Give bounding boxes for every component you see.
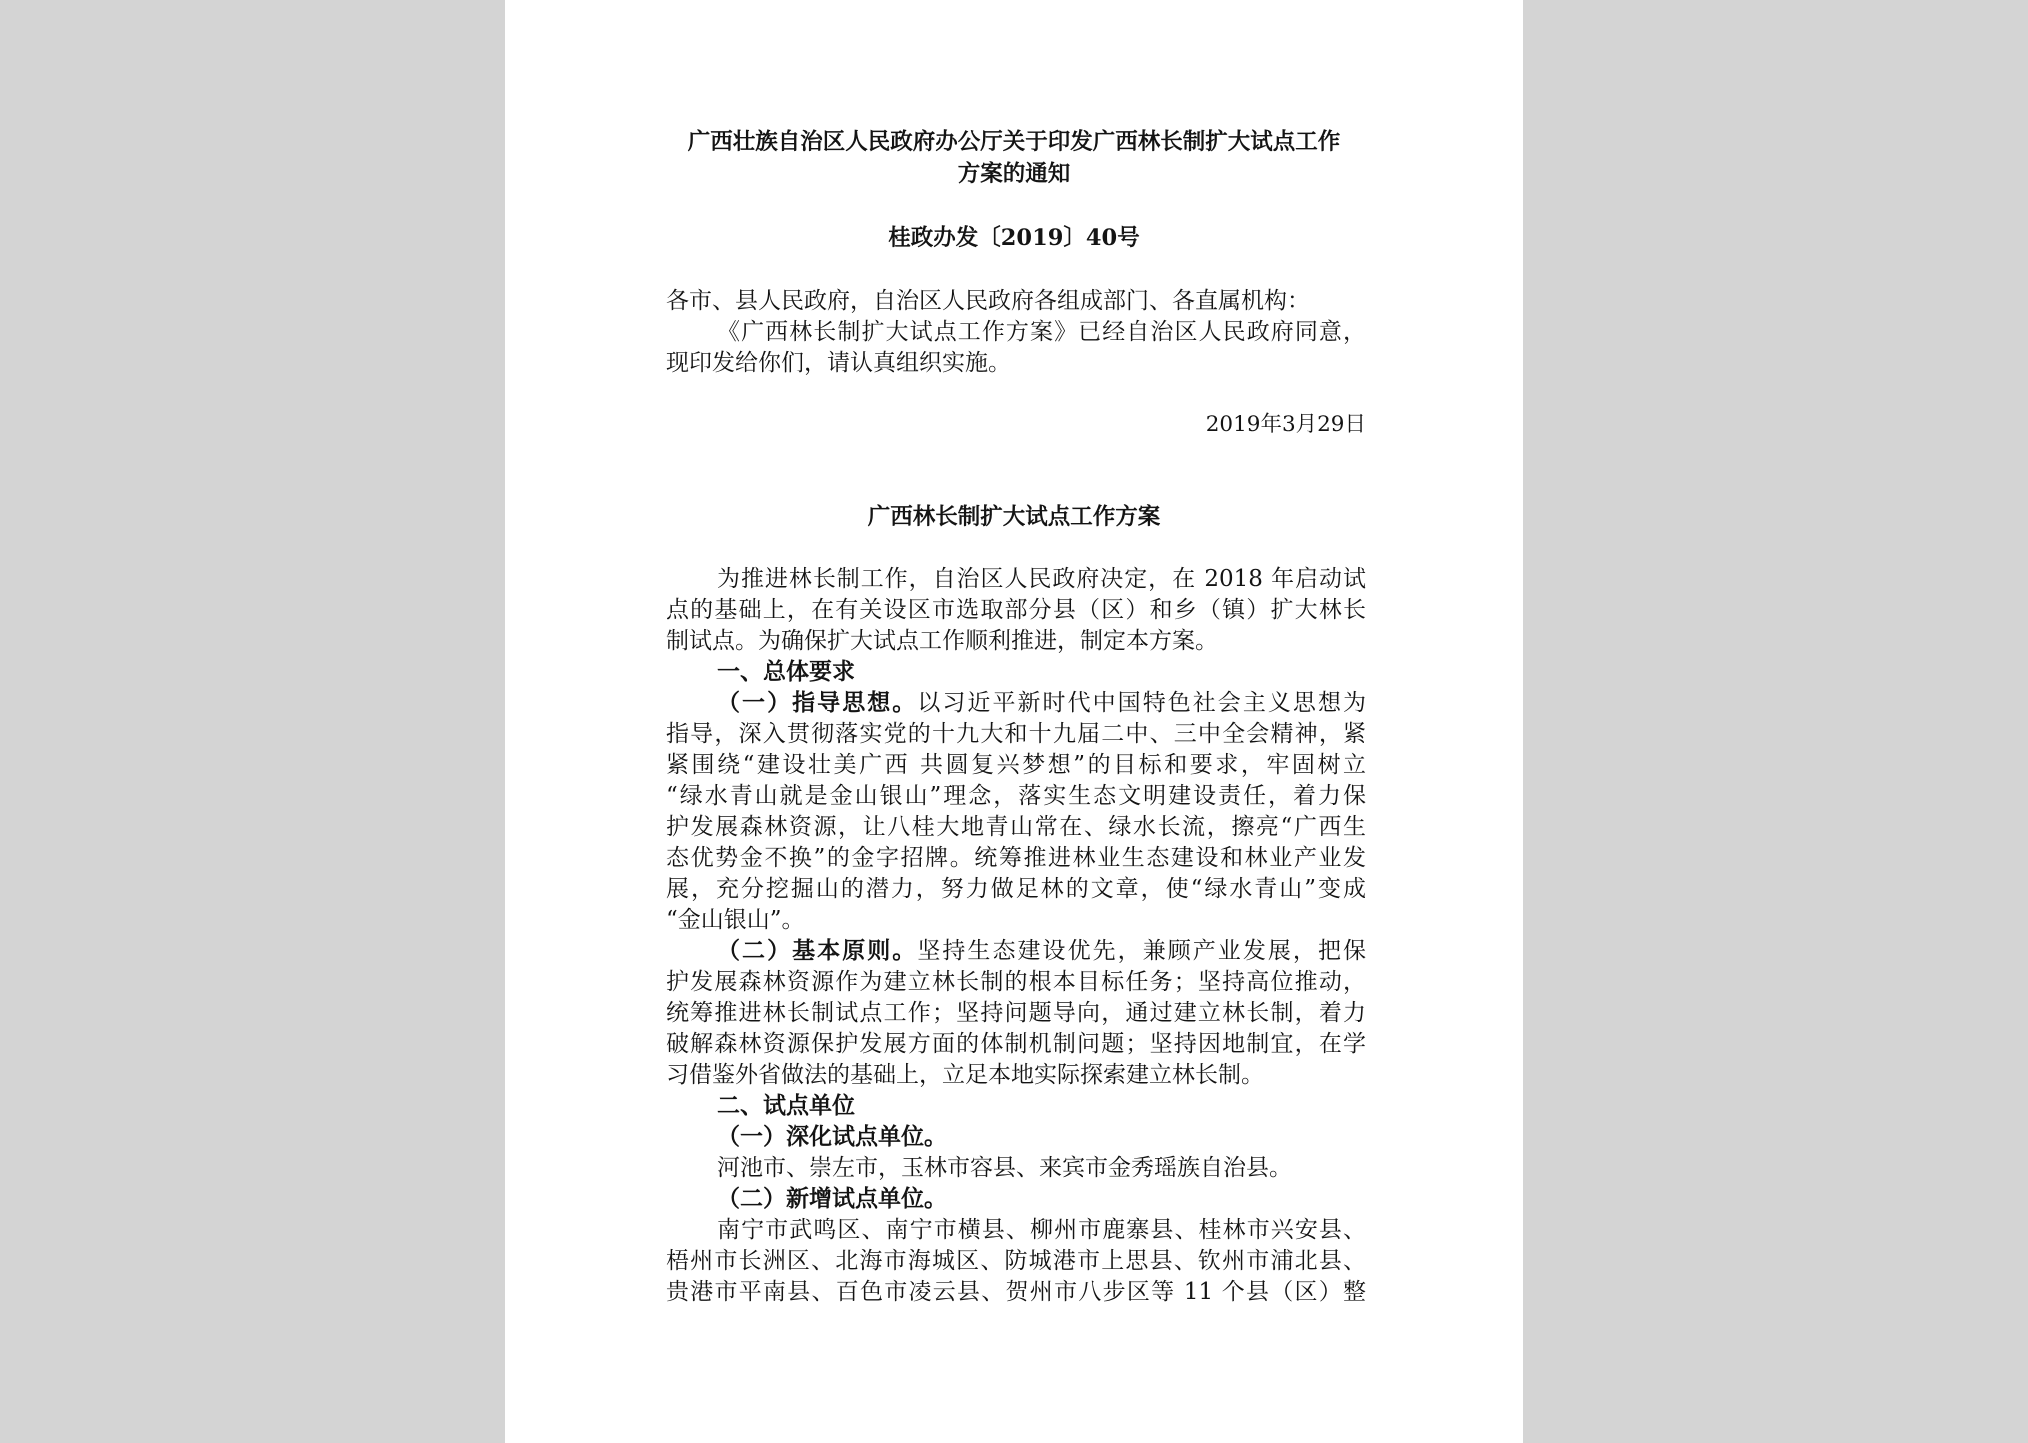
s1-2-line5: 习借鉴外省做法的基础上，立足本地实际探索建立林长制。 — [666, 1062, 1264, 1088]
document-title-line1: 广西壮族自治区人民政府办公厅关于印发广西林长制扩大试点工作 — [687, 129, 1341, 155]
s1-2-line4: 破解森林资源保护发展方面的体制机制问题；坚持因地制宜，在学 — [666, 1031, 1366, 1057]
document-number: 桂政办发〔2019〕40号 — [888, 225, 1140, 251]
notice-text-line1: 《广西林长制扩大试点工作方案》已经自治区人民政府同意， — [717, 319, 1366, 345]
section2-heading: 二、试点单位 — [717, 1092, 855, 1119]
s1-1-line3: 紧围绕“建设壮美广西 共圆复兴梦想”的目标和要求，牢固树立 — [666, 752, 1366, 778]
s1-2-line2: 护发展森林资源作为建立林长制的根本目标任务；坚持高位推动， — [666, 969, 1366, 995]
s1-1-heading: （一）指导思想。 — [717, 689, 918, 716]
document-page — [505, 0, 1523, 1443]
s1-1-line1-text: 以习近平新时代中国特色社会主义思想为 — [917, 690, 1367, 716]
s2-1-heading: （一）深化试点单位。 — [717, 1123, 947, 1150]
s1-2-heading: （二）基本原则。 — [717, 937, 918, 964]
s2-2-line2: 梧州市长洲区、北海市海城区、防城港市上思县、钦州市浦北县、 — [666, 1248, 1366, 1274]
s2-2-line1: 南宁市武鸣区、南宁市横县、柳州市鹿寨县、桂林市兴安县、 — [717, 1217, 1366, 1243]
s1-2-line3: 统筹推进林长制试点工作；坚持问题导向，通过建立林长制，着力 — [666, 1000, 1366, 1026]
notice-text-line2: 现印发给你们，请认真组织实施。 — [666, 350, 1011, 376]
plan-title: 广西林长制扩大试点工作方案 — [867, 504, 1161, 530]
s1-2-line1 — [717, 932, 1366, 965]
s1-1-line7: 展，充分挖掘山的潜力，努力做足林的文章，使“绿水青山”变成 — [666, 876, 1366, 902]
s1-2-line1-text: 坚持生态建设优先，兼顾产业发展，把保 — [917, 938, 1367, 964]
addressee: 各市、县人民政府，自治区人民政府各组成部门、各直属机构： — [666, 288, 1310, 314]
s1-1-line1 — [717, 684, 1366, 717]
intro-line1: 为推进林长制工作，自治区人民政府决定，在 2018 年启动试 — [717, 566, 1366, 592]
s1-1-line2: 指导，深入贯彻落实党的十九大和十九届二中、三中全会精神，紧 — [666, 721, 1366, 747]
s2-2-heading: （二）新增试点单位。 — [717, 1185, 947, 1212]
s1-1-line5: 护发展森林资源，让八桂大地青山常在、绿水长流，擦亮“广西生 — [666, 814, 1366, 840]
s2-2-line3: 贵港市平南县、百色市凌云县、贺州市八步区等 11 个县（区）整 — [666, 1279, 1366, 1305]
s2-1-text: 河池市、崇左市，玉林市容县、来宾市金秀瑶族自治县。 — [717, 1155, 1292, 1181]
intro-line3: 制试点。为确保扩大试点工作顺利推进，制定本方案。 — [666, 628, 1218, 654]
issue-date: 2019年3月29日 — [1205, 412, 1366, 437]
s1-1-line8: “金山银山”。 — [666, 907, 805, 933]
section1-heading: 一、总体要求 — [717, 658, 855, 685]
intro-line2: 点的基础上，在有关设区市选取部分县（区）和乡（镇）扩大林长 — [666, 597, 1366, 623]
s1-1-line6: 态优势金不换”的金字招牌。统筹推进林业生态建设和林业产业发 — [666, 845, 1366, 871]
s1-1-line4: “绿水青山就是金山银山”理念，落实生态文明建设责任，着力保 — [666, 783, 1366, 809]
document-title-line2: 方案的通知 — [957, 161, 1071, 187]
